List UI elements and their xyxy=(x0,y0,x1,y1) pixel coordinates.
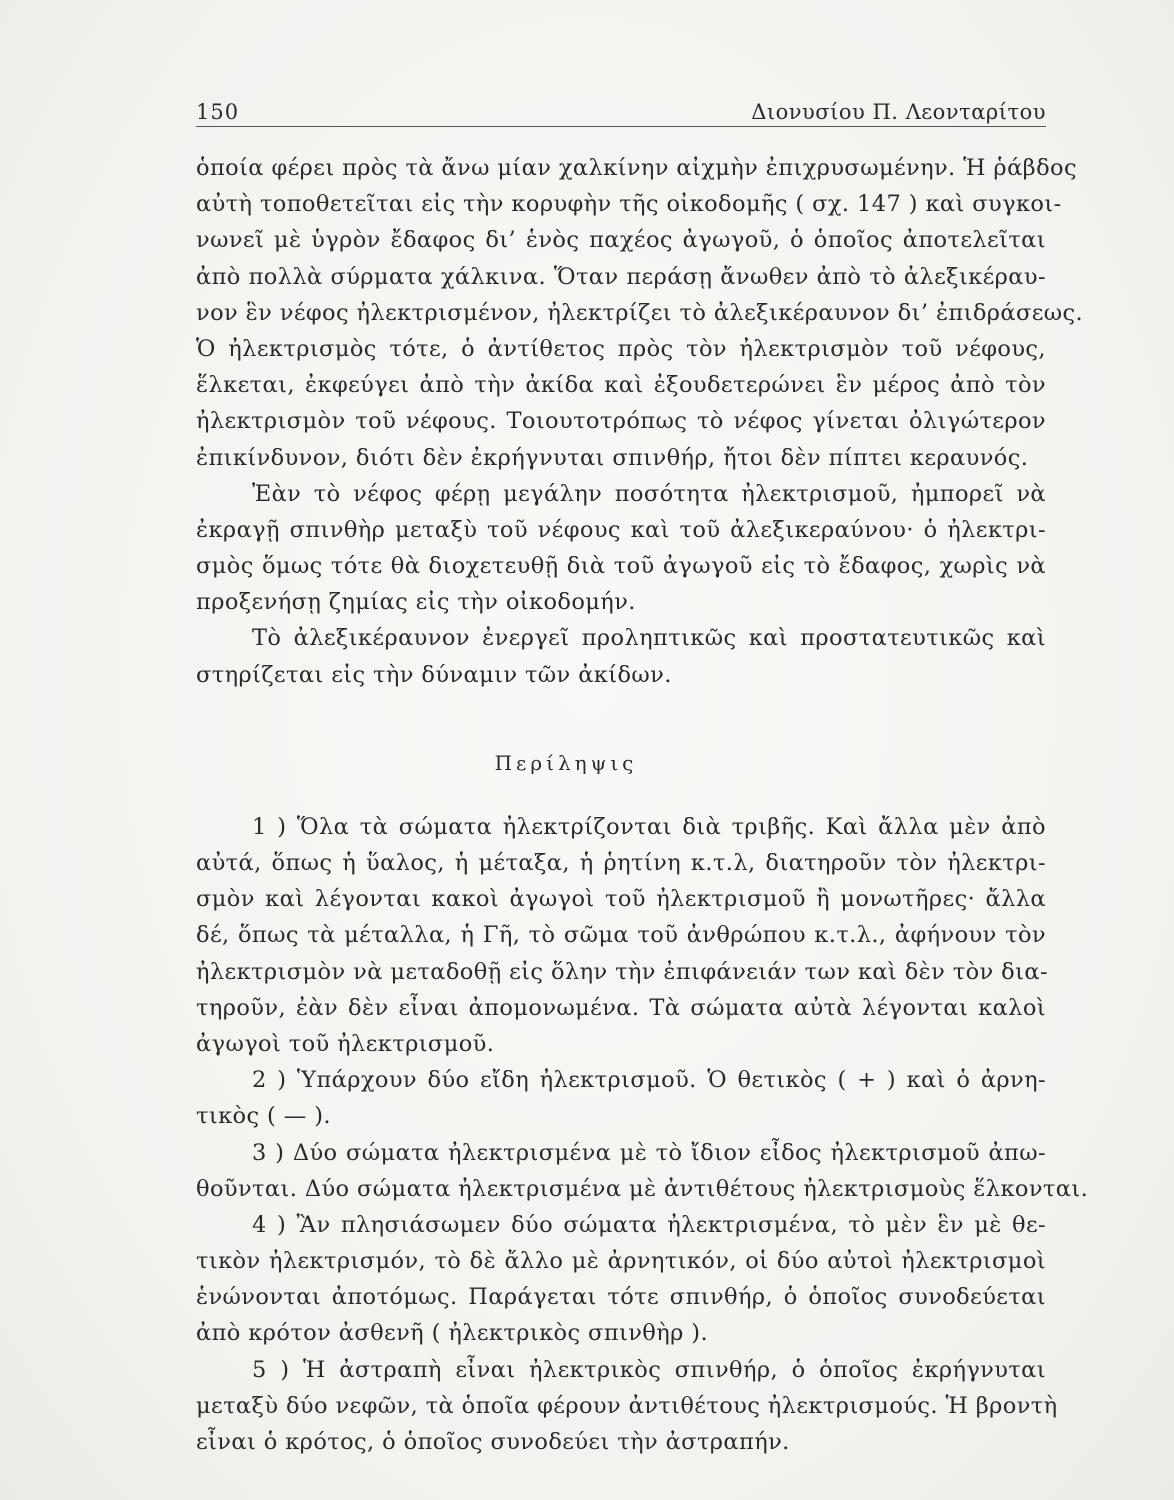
text-line: δέ, ὅπως τὰ μέταλλα, ἡ Γῆ, τὸ σῶμα τοῦ ἀνθρώπου κ.τ.λ., ἀφήνουν τὸν xyxy=(196,922,1046,949)
running-head: Διονυσίου Π. Λεονταρίτου xyxy=(751,100,1046,124)
text-line: ἐπικίνδυνον, διότι δὲν ἐκρήγνυται σπινθήρ, ἤτοι δὲν πίπτει κεραυνός. xyxy=(196,444,1029,471)
text-line: μεταξὺ δύο νεφῶν, τὰ ὁποῖα φέρουν ἀντιθέτους ἠλεκτρισμούς. Ἡ βροντὴ xyxy=(196,1392,1058,1419)
text-line: 3 ) Δύο σώματα ἠλεκτρισμένα μὲ τὸ ἴδιον εἶδος ἠλεκτρισμοῦ ἀπω- xyxy=(252,1139,1046,1166)
text-line: νωνεῖ μὲ ὑγρὸν ἔδαφος δι’ ἑνὸς παχέος ἀγωγοῦ, ὁ ὁποῖος ἀποτελεῖται xyxy=(196,227,1046,254)
text-line: θοῦνται. Δύο σώματα ἠλεκτρισμένα μὲ ἀντιθέτους ἠλεκτρισμοὺς ἕλκονται. xyxy=(196,1175,1089,1202)
text-line: 5 ) Ἡ ἀστραπὴ εἶναι ἠλεκτρικὸς σπινθήρ, ὁ ὁποῖος ἐκρήγνυται xyxy=(252,1356,1046,1383)
text-line: αὐτὴ τοποθετεῖται εἰς τὴν κορυφὴν τῆς οἰκοδομῆς ( σχ. 147 ) καὶ συγκοι- xyxy=(196,191,1062,218)
text-line: εἶναι ὁ κρότος, ὁ ὁποῖος συνοδεύει τὴν ἀστραπήν. xyxy=(196,1429,790,1455)
body-text xyxy=(196,150,1089,1460)
text-line: ἀγωγοὶ τοῦ ἠλεκτρισμοῦ. xyxy=(196,1030,495,1057)
text-line: Ὁ ἠλεκτρισμὸς τότε, ὁ ἀντίθετος πρὸς τὸν ἠλεκτρισμὸν τοῦ νέφους, xyxy=(196,335,1046,362)
text-line: τικὸς ( — ). xyxy=(196,1103,331,1130)
text-line: τηροῦν, ἐὰν δὲν εἶναι ἀπομονωμένα. Τὰ σώματα αὐτὰ λέγονται καλοὶ xyxy=(196,994,1046,1021)
page-header xyxy=(196,96,1046,126)
text-line: ἠλεκτρισμὸν τοῦ νέφους. Τοιουτοτρόπως τὸ νέφος γίνεται ὀλιγώτερον xyxy=(196,408,1046,435)
text-line: σμὸν καὶ λέγονται κακοὶ ἀγωγοὶ τοῦ ἠλεκτρισμοῦ ἢ μονωτῆρες· ἄλλα xyxy=(196,886,1046,913)
text-line: προξενήσῃ ζημίας εἰς τὴν οἰκοδομήν. xyxy=(196,589,636,616)
text-line: 4 ) Ἂν πλησιάσωμεν δύο σώματα ἠλεκτρισμένα, τὸ μὲν ἓν μὲ θε- xyxy=(252,1211,1046,1238)
text-line: τικὸν ἠλεκτρισμόν, τὸ δὲ ἄλλο μὲ ἀρνητικόν, οἱ δύο αὐτοὶ ἠλεκτρισμοὶ xyxy=(196,1248,1046,1275)
text-line: Ἐὰν τὸ νέφος φέρῃ μεγάλην ποσότητα ἠλεκτρισμοῦ, ἠμπορεῖ νὰ xyxy=(252,480,1046,507)
text-line: ἀπὸ κρότον ἀσθενῆ ( ἠλεκτρικὸς σπινθὴρ ). xyxy=(196,1320,709,1347)
text-line: αὐτά, ὅπως ἡ ὕαλος, ἡ μέταξα, ἡ ῥητίνη κ.τ.λ, διατηροῦν τὸν ἠλεκτρι- xyxy=(196,850,1046,876)
text-line: στηρίζεται εἰς τὴν δύναμιν τῶν ἀκίδων. xyxy=(196,661,672,688)
main-paragraphs xyxy=(196,150,1084,693)
summary-heading: Περίληψις xyxy=(494,750,638,775)
text-line: ἐκραγῇ σπινθὴρ μεταξὺ τοῦ νέφους καὶ τοῦ ἀλεξικεραύνου· ὁ ἠλεκτρι- xyxy=(196,516,1046,543)
text-line: 2 ) Ὑπάρχουν δύο εἴδη ἠλεκτρισμοῦ. Ὁ θετικὸς ( + ) καὶ ὁ ἀρνη- xyxy=(252,1067,1046,1094)
text-line: ἠλεκτρισμὸν νὰ μεταδοθῇ εἰς ὅλην τὴν ἐπιφάνειάν των καὶ δὲν τὸν δια- xyxy=(196,958,1048,985)
text-line: ἑνώνονται ἀποτόμως. Παράγεται τότε σπινθήρ, ὁ ὁποῖος συνοδεύεται xyxy=(196,1284,1046,1311)
text-line: ὁποία φέρει πρὸς τὰ ἄνω μίαν χαλκίνην αἰχμὴν ἐπιχρυσωμένην. Ἡ ῥάβδος xyxy=(196,155,1077,181)
summary-paragraphs xyxy=(196,809,1089,1460)
text-line: ἀπὸ πολλὰ σύρματα χάλκινα. Ὅταν περάσῃ ἄνωθεν ἀπὸ τὸ ἀλεξικέραυ- xyxy=(196,263,1046,290)
page-number: 150 xyxy=(196,100,240,124)
text-line: 1 ) Ὅλα τὰ σώματα ἠλεκτρίζονται διὰ τριβῆς. Καὶ ἄλλα μὲν ἀπὸ xyxy=(252,813,1046,840)
text-line: νον ἓν νέφος ἠλεκτρισμένον, ἠλεκτρίζει τὸ ἀλεξικέραυνον δι’ ἐπιδράσεως. xyxy=(196,299,1084,326)
text-line: Τὸ ἀλεξικέραυνον ἐνεργεῖ προληπτικῶς καὶ προστατευτικῶς καὶ xyxy=(252,625,1046,652)
header-rule xyxy=(196,126,1046,127)
text-line: ἕλκεται, ἐκφεύγει ἀπὸ τὴν ἀκίδα καὶ ἐξουδετερώνει ἓν μέρος ἀπὸ τὸν xyxy=(196,372,1046,399)
text-line: σμὸς ὅμως τότε θὰ διοχετευθῇ διὰ τοῦ ἀγωγοῦ εἰς τὸ ἔδαφος, χωρὶς νὰ xyxy=(196,553,1046,580)
